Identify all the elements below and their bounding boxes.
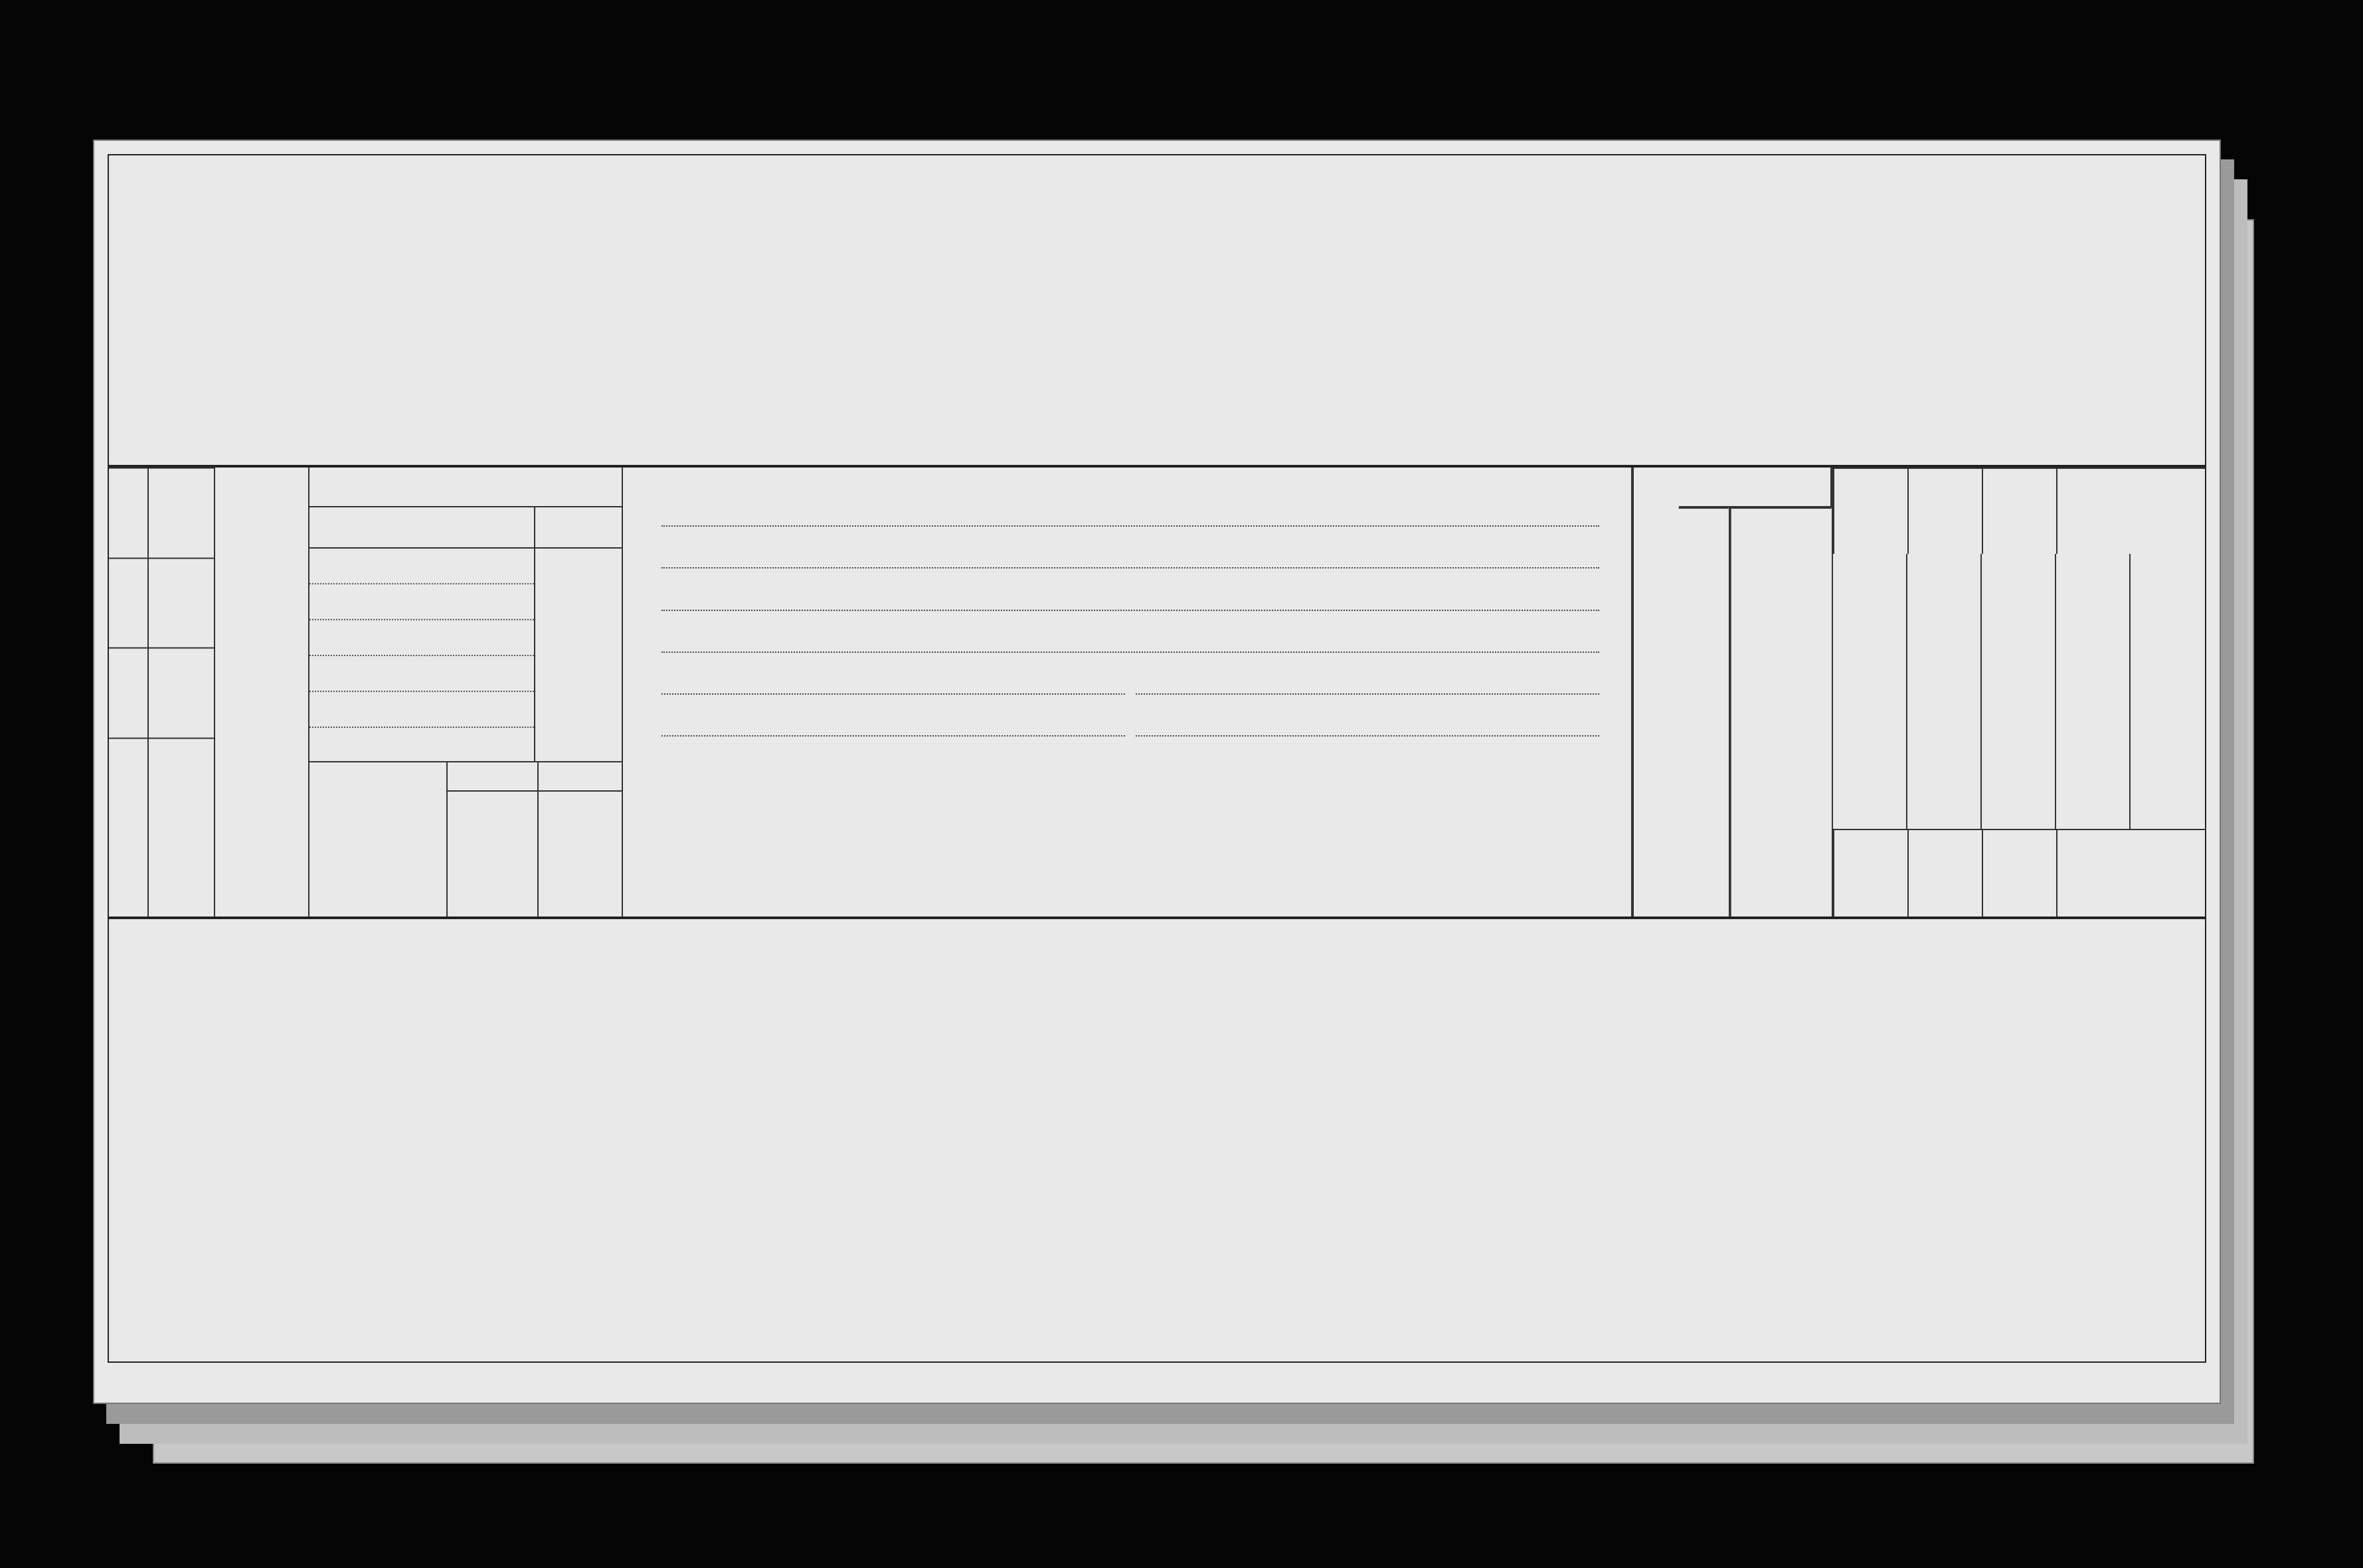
crops-grid [109, 155, 2205, 465]
workers-term [149, 558, 214, 648]
men-total [1730, 712, 1781, 916]
workers-piece [149, 738, 214, 828]
trade-qty-header [535, 507, 622, 547]
middle-block [108, 466, 2206, 918]
trade-block [309, 468, 623, 916]
right-col-total-bottom [2131, 830, 2205, 916]
orchard-block [309, 762, 622, 916]
right-col-employee-families [2056, 468, 2131, 554]
right-col-workers-bottom [1833, 830, 1907, 916]
women-incl-working [1730, 507, 1781, 712]
census-card [93, 139, 2221, 1404]
population-caption [1632, 468, 1679, 916]
right-col-total [2131, 468, 2205, 554]
workers-blank [149, 828, 214, 916]
col-num-133 [109, 738, 147, 828]
right-col-employees-bottom [1982, 830, 2056, 916]
right-col-employee-families-bottom [2056, 830, 2131, 916]
lease-grid [109, 919, 2205, 1361]
trade-entries [309, 549, 622, 762]
men-label [1679, 713, 1729, 916]
trade-title [309, 468, 622, 507]
pop-num-139 [1781, 507, 1832, 712]
workers-annual [149, 468, 214, 558]
col-num-131 [109, 558, 147, 648]
desyatin-header [448, 762, 537, 792]
crops-table [108, 154, 2206, 466]
col-num-134 [109, 828, 147, 916]
right-col-workers [1833, 468, 1907, 554]
right-col-employees [1982, 468, 2056, 554]
total-both-sexes [1679, 507, 1729, 713]
pop-num-135 [1781, 712, 1832, 916]
hired-workers-block [109, 468, 309, 916]
private-farm-form [623, 468, 1632, 916]
right-col-worker-families-bottom [1907, 830, 1982, 916]
trade-name-header [309, 507, 535, 547]
lease-table [108, 918, 2206, 1363]
korney-header [539, 762, 622, 792]
population-block [1632, 468, 2205, 916]
col-num-132 [109, 648, 147, 738]
workers-daily [149, 648, 214, 738]
col-num-130 [109, 468, 147, 558]
right-col-worker-families [1907, 468, 1982, 554]
workers-caption [215, 468, 308, 916]
